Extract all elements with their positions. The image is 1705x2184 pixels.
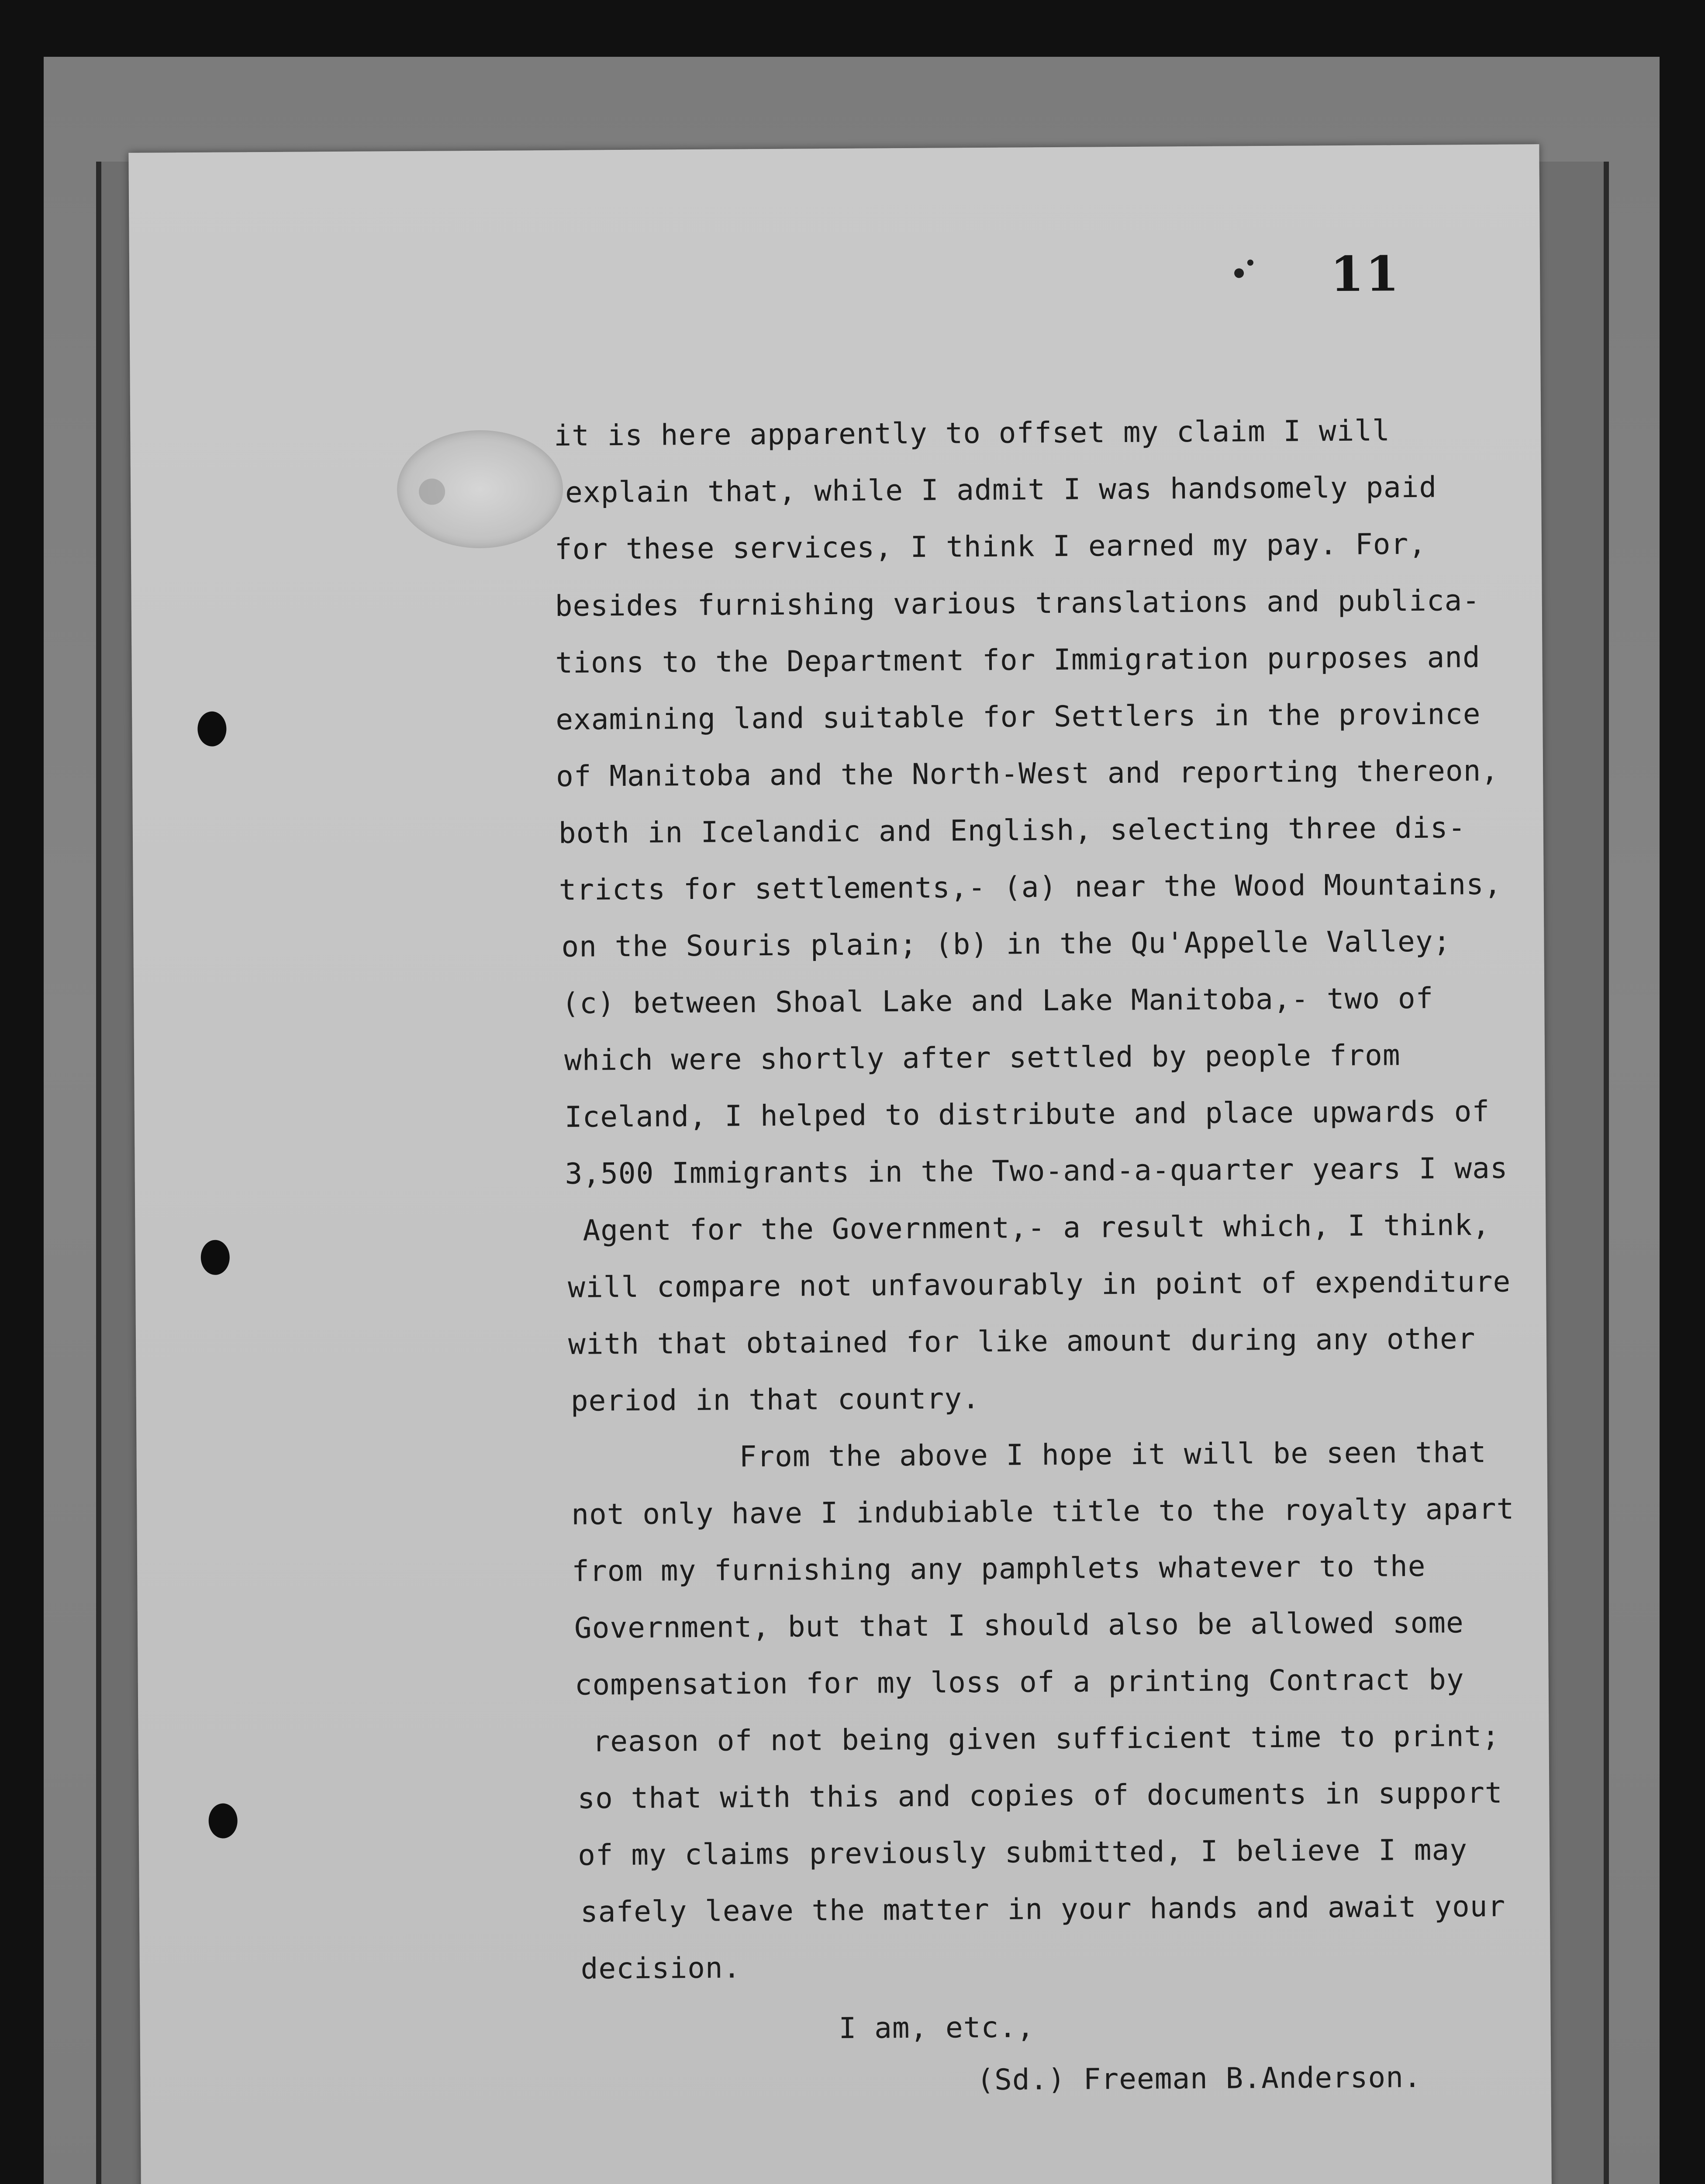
body-line: besides furnishing various translations and publica- xyxy=(555,584,1481,623)
body-line: (c) between Shoal Lake and Lake Manitoba,- two of xyxy=(562,981,1434,1020)
body-line: from my furnishing any pamphlets whatever to the xyxy=(571,1549,1426,1588)
body-line: From the above I hope it will be seen that xyxy=(739,1435,1487,1474)
body-line: 3,500 Immigrants in the Two-and-a-quarter years I was xyxy=(565,1151,1508,1191)
body-line: Iceland, I helped to distribute and place upwards of xyxy=(564,1094,1490,1134)
signature-line: (Sd.) Freeman B.Anderson. xyxy=(977,2060,1422,2097)
body-line: which were shortly after settled by people from xyxy=(564,1038,1401,1077)
document-page xyxy=(128,144,1553,2184)
body-line: Agent for the Government,- a result which, I think, xyxy=(583,1208,1491,1248)
closing-line: I am, etc., xyxy=(839,2010,1035,2046)
body-line: examining land suitable for Settlers in the province xyxy=(556,697,1481,736)
seal-stain xyxy=(419,479,445,505)
body-line: not only have I indubiable title to the royalty apart xyxy=(571,1492,1515,1531)
body-line: compensation for my loss of a printing Contract by xyxy=(574,1662,1464,1702)
body-line: reason of not being given sufficient time to print; xyxy=(592,1719,1500,1759)
body-line: on the Souris plain; (b) in the Qu'Appelle Valley; xyxy=(561,924,1451,964)
punch-hole xyxy=(197,712,226,746)
body-line: safely leave the matter in your hands and await your xyxy=(580,1889,1506,1929)
body-line: tricts for settlements,- (a) near the Wood Mountains, xyxy=(559,867,1502,907)
page-number: 11 xyxy=(1330,245,1401,303)
punch-hole xyxy=(201,1240,230,1275)
body-line: it is here apparently to offset my claim I will xyxy=(554,414,1391,453)
body-line: with that obtained for like amount during any other xyxy=(568,1322,1476,1361)
body-line: for these services, I think I earned my pay. For, xyxy=(554,527,1427,566)
body-line: tions to the Department for Immigration purposes and xyxy=(555,640,1481,680)
body-line: Government, but that I should also be allowed some xyxy=(574,1606,1464,1645)
body-line: decision. xyxy=(580,1951,741,1986)
ink-dot xyxy=(1234,268,1244,278)
punch-hole xyxy=(208,1803,237,1838)
body-line: both in Icelandic and English, selecting three dis- xyxy=(558,811,1466,850)
body-line: explain that, while I admit I was handsomely paid xyxy=(565,470,1437,509)
body-line: will compare not unfavourably in point of expenditure xyxy=(568,1265,1511,1304)
ink-dot xyxy=(1247,259,1253,266)
body-line: period in that country. xyxy=(570,1382,980,1418)
body-line: of my claims previously submitted, I believe I may xyxy=(577,1833,1468,1872)
body-line: so that with this and copies of documents in support xyxy=(577,1776,1503,1815)
body-line: of Manitoba and the North-West and reporting thereon, xyxy=(556,753,1499,793)
